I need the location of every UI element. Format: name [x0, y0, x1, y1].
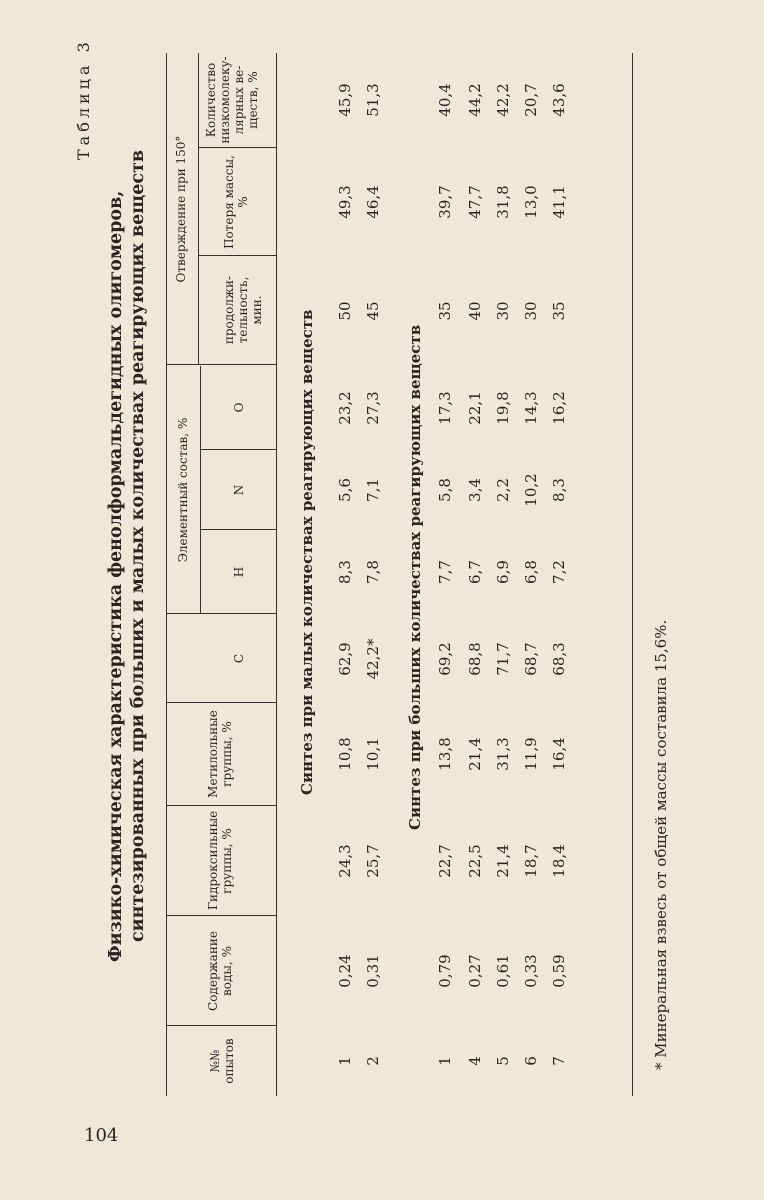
cell-exp-no: 4 — [466, 1056, 484, 1066]
cell-duration: 30 — [522, 301, 540, 321]
cell-o: 22,1 — [466, 391, 484, 425]
cell-c: 69,2 — [436, 642, 454, 676]
cell-methylol: 16,4 — [550, 737, 568, 771]
cell-mass-loss: 47,7 — [466, 185, 484, 219]
cell-mass-loss: 46,4 — [364, 185, 382, 219]
header-elemental: Элементный состав, % — [176, 417, 190, 563]
header-hydroxyl: Гидроксильные группы, % — [206, 810, 234, 910]
table-label: Таблица 3 — [74, 38, 93, 160]
cell-low-mol: 40,4 — [436, 83, 454, 117]
cell-c: 68,3 — [550, 642, 568, 676]
header-mass-loss: Потеря массы, % — [222, 155, 250, 249]
footnote: * Минеральная взвесь от общей массы составила 15,6%. — [652, 619, 670, 1070]
cell-h: 6,8 — [522, 560, 540, 584]
cell-water: 0,79 — [436, 954, 454, 988]
section-title-large: Синтез при больших количествах реагирующих веществ — [406, 324, 424, 830]
cell-water: 0,27 — [466, 954, 484, 988]
cell-n: 5,8 — [436, 478, 454, 502]
header-exp-no-line-1: №№ — [208, 1049, 222, 1073]
header-c: C — [232, 653, 246, 664]
page-number: 104 — [84, 1125, 119, 1146]
cell-o: 17,3 — [436, 391, 454, 425]
col-divider — [166, 702, 276, 703]
cell-h: 7,7 — [436, 560, 454, 584]
table-bottom-rule — [632, 53, 633, 1096]
header-exp-no-line-2: опытов — [222, 1038, 236, 1084]
header-duration: продолжи-тельность, мин. — [222, 275, 264, 345]
cell-methylol: 10,8 — [336, 737, 354, 771]
cell-hydroxyl: 25,7 — [364, 844, 382, 878]
col-divider — [198, 147, 276, 148]
cell-c: 68,8 — [466, 642, 484, 676]
cell-exp-no: 6 — [522, 1056, 540, 1066]
elemental-subheader-rule — [200, 366, 201, 614]
cell-c: 42,2* — [364, 638, 382, 680]
cell-o: 27,3 — [364, 391, 382, 425]
cell-o: 19,8 — [494, 391, 512, 425]
cell-c: 68,7 — [522, 642, 540, 676]
curing-subheader-rule — [198, 53, 199, 365]
cell-n: 7,1 — [364, 478, 382, 502]
cell-water: 0,24 — [336, 954, 354, 988]
cell-mass-loss: 39,7 — [436, 185, 454, 219]
cell-water: 0,31 — [364, 954, 382, 988]
cell-c: 62,9 — [336, 642, 354, 676]
col-divider — [198, 255, 276, 256]
col-divider — [166, 805, 276, 806]
cell-o: 23,2 — [336, 391, 354, 425]
cell-duration: 40 — [466, 301, 484, 321]
cell-methylol: 13,8 — [436, 737, 454, 771]
cell-methylol: 31,3 — [494, 737, 512, 771]
cell-exp-no: 5 — [494, 1056, 512, 1066]
cell-mass-loss: 41,1 — [550, 185, 568, 219]
cell-n: 5,6 — [336, 478, 354, 502]
cell-o: 16,2 — [550, 391, 568, 425]
cell-duration: 35 — [550, 301, 568, 321]
table-title-line-1: Физико-химическая характеристика фенолформальдегидных олигомеров, — [106, 190, 126, 962]
cell-water: 0,33 — [522, 954, 540, 988]
cell-duration: 45 — [364, 301, 382, 321]
table-top-rule — [166, 53, 167, 1096]
cell-h: 6,7 — [466, 560, 484, 584]
cell-low-mol: 43,6 — [550, 83, 568, 117]
cell-low-mol: 44,2 — [466, 83, 484, 117]
cell-duration: 30 — [494, 301, 512, 321]
cell-methylol: 21,4 — [466, 737, 484, 771]
cell-low-mol: 51,3 — [364, 83, 382, 117]
cell-duration: 35 — [436, 301, 454, 321]
cell-low-mol: 20,7 — [522, 83, 540, 117]
cell-h: 7,2 — [550, 560, 568, 584]
cell-n: 3,4 — [466, 478, 484, 502]
table-title-line-2: синтезированных при больших и малых количествах реагирующих веществ — [128, 149, 148, 942]
cell-exp-no: 2 — [364, 1056, 382, 1066]
header-n: N — [232, 484, 246, 496]
cell-low-mol: 45,9 — [336, 83, 354, 117]
header-bottom-rule — [276, 53, 277, 1096]
header-curing: Отверждение при 150° — [174, 135, 188, 283]
cell-methylol: 11,9 — [522, 737, 540, 771]
cell-h: 8,3 — [336, 560, 354, 584]
header-methylol: Метилольные группы, % — [206, 710, 234, 798]
cell-water: 0,59 — [550, 954, 568, 988]
cell-methylol: 10,1 — [364, 737, 382, 771]
section-title-small: Синтез при малых количествах реагирующих веществ — [298, 309, 316, 795]
header-h: H — [232, 566, 246, 578]
cell-o: 14,3 — [522, 391, 540, 425]
cell-hydroxyl: 24,3 — [336, 844, 354, 878]
cell-hydroxyl: 18,4 — [550, 844, 568, 878]
header-exp-no — [208, 1026, 236, 1096]
cell-exp-no: 7 — [550, 1056, 568, 1066]
cell-exp-no: 1 — [336, 1056, 354, 1066]
col-divider — [166, 915, 276, 916]
cell-c: 71,7 — [494, 642, 512, 676]
cell-low-mol: 42,2 — [494, 83, 512, 117]
header-low-mol: Количество низкомолеку-лярных ве-ществ, % — [204, 56, 260, 144]
cell-hydroxyl: 18,7 — [522, 844, 540, 878]
header-water: Содержание воды, % — [206, 931, 234, 1011]
cell-h: 7,8 — [364, 560, 382, 584]
cell-duration: 50 — [336, 301, 354, 321]
cell-water: 0,61 — [494, 954, 512, 988]
cell-n: 2,2 — [494, 478, 512, 502]
cell-hydroxyl: 22,7 — [436, 844, 454, 878]
cell-hydroxyl: 22,5 — [466, 844, 484, 878]
cell-mass-loss: 31,8 — [494, 185, 512, 219]
header-o: O — [232, 402, 246, 413]
cell-mass-loss: 13,0 — [522, 185, 540, 219]
cell-exp-no: 1 — [436, 1056, 454, 1066]
cell-h: 6,9 — [494, 560, 512, 584]
cell-n: 10,2 — [522, 473, 540, 507]
cell-hydroxyl: 21,4 — [494, 844, 512, 878]
cell-mass-loss: 49,3 — [336, 185, 354, 219]
cell-n: 8,3 — [550, 478, 568, 502]
